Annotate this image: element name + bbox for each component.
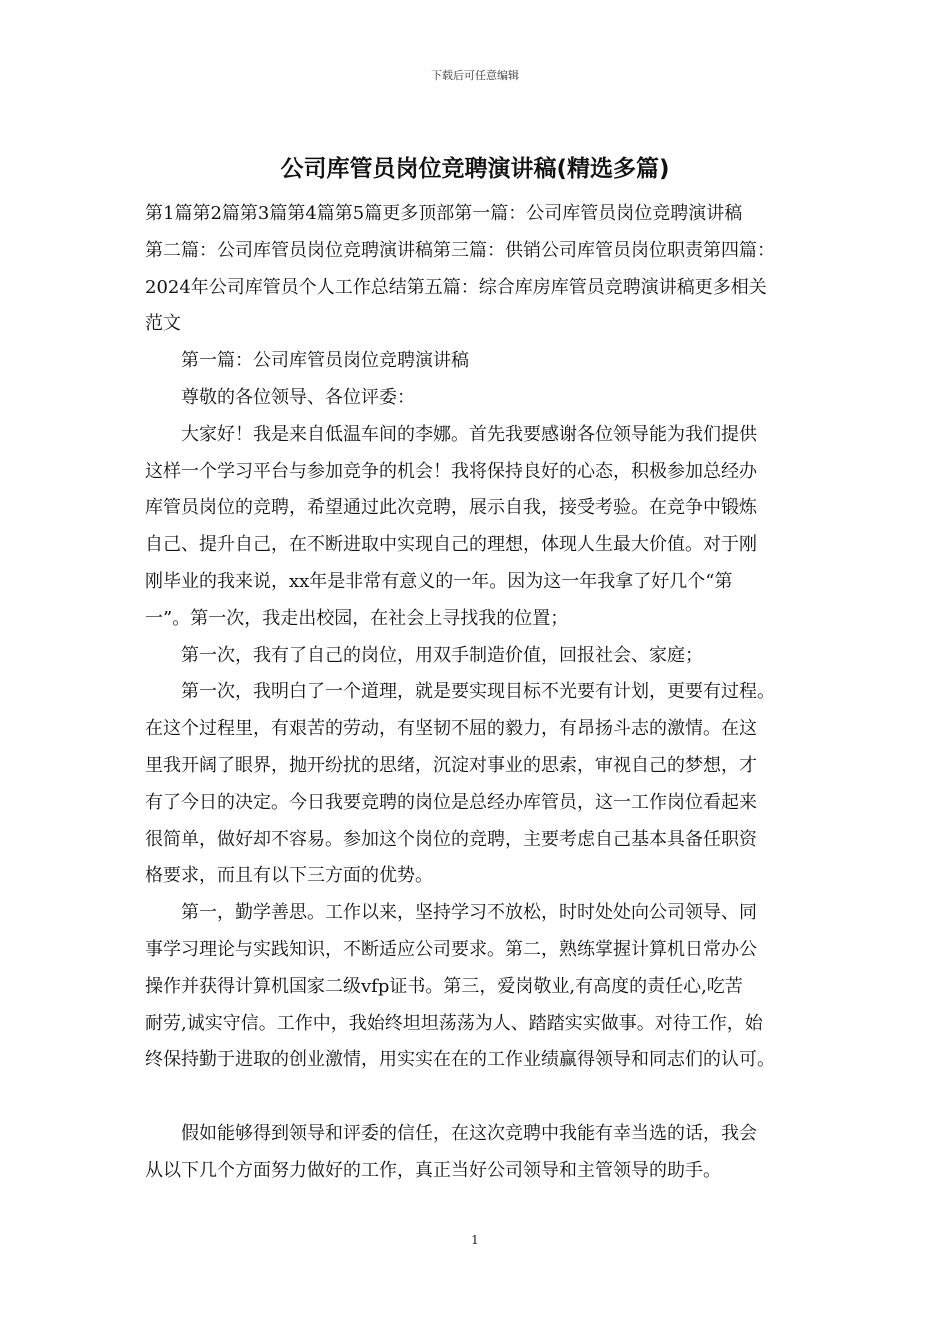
- body-line: 第一，勤学善思。工作以来，坚持学习不放松，时时处处向公司领导、同: [145, 902, 757, 924]
- body-line: 假如能够得到领导和评委的信任，在这次竞聘中我能有幸当选的话，我会: [145, 1122, 757, 1144]
- body-line: 终保持勤于进取的创业激情，用实实在在的工作业绩赢得领导和同志们的认可。: [145, 1049, 775, 1071]
- body-line: 格要求，而且有以下三方面的优势。: [145, 865, 433, 887]
- body-line: 在这个过程里，有艰苦的劳动，有坚韧不屈的毅力，有昂扬斗志的激情。在这: [145, 718, 757, 740]
- section-heading: 第一篇：公司库管员岗位竞聘演讲稿: [145, 350, 469, 372]
- body-line: 自己、提升自己，在不断进取中实现自己的理想，体现人生最大价值。对于刚: [145, 534, 757, 556]
- body-line: 里我开阔了眼界，抛开纷扰的思绪，沉淀对事业的思索，审视自己的梦想，才: [145, 754, 757, 776]
- page-number: 1: [471, 1233, 479, 1247]
- document-body: [145, 196, 810, 1190]
- body-line: 第一次，我明白了一个道理，就是要实现目标不光要有计划，更要有过程。: [145, 681, 775, 703]
- body-line: 这样一个学习平台与参加竞争的机会！我将保持良好的心态，积极参加总经办: [145, 460, 757, 482]
- page-header-note: 下载后可任意编辑: [431, 69, 519, 82]
- toc-line: 第1篇第2篇第3篇第4篇第5篇更多顶部第一篇：公司库管员岗位竞聘演讲稿: [145, 203, 743, 224]
- salutation: 尊敬的各位领导、各位评委：: [145, 386, 415, 408]
- toc-line: 范文: [145, 313, 181, 335]
- paragraph-gap: [145, 1079, 810, 1116]
- body-line: 有了今日的决定。今日我要竞聘的岗位是总经办库管员，这一工作岗位看起来: [145, 791, 757, 813]
- body-line: 一”。第一次，我走出校园，在社会上寻找我的位置；: [145, 607, 569, 629]
- body-line: 库管员岗位的竞聘，希望通过此次竞聘，展示自我，接受考验。在竞争中锻炼: [145, 497, 757, 519]
- body-line: 刚毕业的我来说，xx年是非常有意义的一年。因为这一年我拿了好几个“第: [145, 570, 733, 592]
- body-line: 耐劳,诚实守信。工作中，我始终坦坦荡荡为人、踏踏实实做事。对待工作，始: [145, 1012, 763, 1034]
- body-line: 事学习理论与实践知识，不断适应公司要求。第二，熟练掌握计算机日常办公: [145, 938, 757, 960]
- body-line: 从以下几个方面努力做好的工作，真正当好公司领导和主管领导的助手。: [145, 1159, 721, 1181]
- document-title: 公司库管员岗位竞聘演讲稿(精选多篇): [280, 156, 670, 182]
- body-line: 大家好！我是来自低温车间的李娜。首先我要感谢各位领导能为我们提供: [145, 423, 757, 445]
- body-line: 操作并获得计算机国家二级vfp证书。第三，爱岗敬业,有高度的责任心,吃苦: [145, 975, 743, 997]
- body-line: 很简单，做好却不容易。参加这个岗位的竞聘，主要考虑自己基本具备任职资: [145, 828, 757, 850]
- toc-line: 2024年公司库管员个人工作总结第五篇：综合库房库管员竞聘演讲稿更多相关: [145, 276, 767, 298]
- body-line: 第一次，我有了自己的岗位，用双手制造价值，回报社会、家庭；: [145, 644, 703, 666]
- toc-line: 第二篇：公司库管员岗位竞聘演讲稿第三篇：供销公司库管员岗位职责第四篇：: [145, 239, 775, 261]
